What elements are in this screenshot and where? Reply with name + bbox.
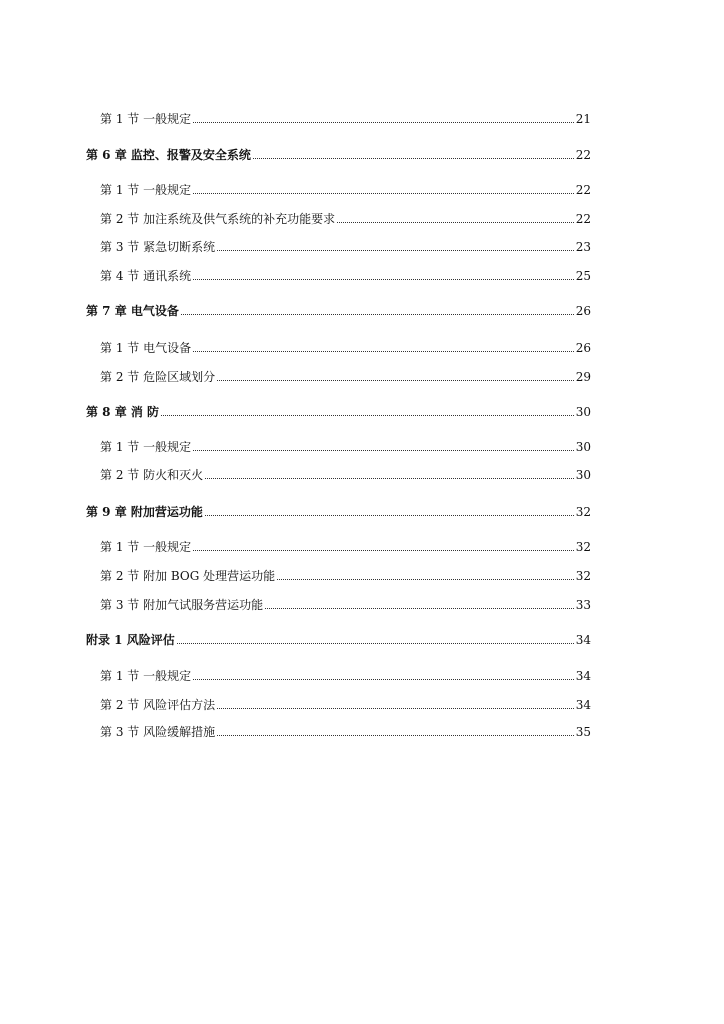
toc-entry[interactable]	[100, 721, 591, 739]
toc-entry-label: 第 2 节 附加 BOG 处理营运功能	[100, 569, 276, 583]
toc-entry-label: 第 1 节 一般规定	[100, 669, 192, 683]
toc-entry-label: 第 2 节 防火和灭火	[100, 468, 204, 482]
toc-entry-page: 30	[575, 468, 591, 482]
toc-entry-label: 附录 1 风险评估	[86, 633, 175, 647]
dot-leader	[193, 122, 574, 123]
toc-entry[interactable]	[100, 565, 591, 583]
toc-entry-label: 第 1 节 一般规定	[100, 183, 192, 197]
dot-leader	[265, 608, 574, 609]
toc-entry[interactable]	[100, 436, 591, 454]
dot-leader	[217, 708, 574, 709]
toc-entry-page: 30	[575, 440, 591, 454]
dot-leader	[177, 643, 574, 644]
toc-entry-label: 第 4 节 通讯系统	[100, 269, 192, 283]
toc-entry-page: 26	[575, 304, 591, 318]
toc-entry-label: 第 1 节 电气设备	[100, 341, 192, 355]
toc-entry-label: 第 9 章 附加营运功能	[86, 505, 203, 519]
toc-entry-label: 第 1 节 一般规定	[100, 540, 192, 554]
toc-entry-page: 35	[575, 725, 591, 739]
toc-entry-label: 第 2 节 风险评估方法	[100, 698, 216, 712]
toc-entry[interactable]	[100, 208, 591, 226]
toc-entry-page: 32	[575, 505, 591, 519]
dot-leader	[205, 478, 574, 479]
toc-entry-page: 22	[575, 183, 591, 197]
dot-leader	[277, 579, 574, 580]
toc-chapter-entry[interactable]	[86, 629, 591, 647]
toc-entry-page: 23	[575, 240, 591, 254]
toc-entry[interactable]	[100, 694, 591, 712]
toc-entry-page: 25	[575, 269, 591, 283]
toc-entry[interactable]	[100, 366, 591, 384]
toc-entry-label: 第 1 节 一般规定	[100, 112, 192, 126]
toc-entry-page: 34	[575, 633, 591, 647]
toc-entry-label: 第 3 节 风险缓解措施	[100, 725, 216, 739]
dot-leader	[217, 735, 574, 736]
toc-entry-label: 第 2 节 加注系统及供气系统的补充功能要求	[100, 212, 336, 226]
toc-entry[interactable]	[100, 536, 591, 554]
toc-entry[interactable]	[100, 594, 591, 612]
toc-entry[interactable]	[100, 265, 591, 283]
toc-entry-label: 第 8 章 消 防	[86, 405, 160, 419]
toc-entry-page: 33	[575, 598, 591, 612]
toc-chapter-entry[interactable]	[86, 144, 591, 162]
toc-entry-label: 第 3 节 附加气试服务营运功能	[100, 598, 264, 612]
toc-entry-label: 第 3 节 紧急切断系统	[100, 240, 216, 254]
toc-chapter-entry[interactable]	[86, 501, 591, 519]
dot-leader	[181, 314, 574, 315]
toc-entry[interactable]	[100, 108, 591, 126]
toc-entry[interactable]	[100, 337, 591, 355]
toc-entry-page: 32	[575, 569, 591, 583]
toc-entry[interactable]	[100, 464, 591, 482]
toc-entry-label: 第 2 节 危险区域划分	[100, 370, 216, 384]
dot-leader	[193, 279, 574, 280]
toc-entry-page: 34	[575, 669, 591, 683]
toc-entry-page: 21	[575, 112, 591, 126]
dot-leader	[217, 380, 574, 381]
dot-leader	[193, 193, 574, 194]
dot-leader	[253, 158, 574, 159]
toc-entry-page: 32	[575, 540, 591, 554]
dot-leader	[337, 222, 574, 223]
toc-entry[interactable]	[100, 236, 591, 254]
toc-entry-page: 22	[575, 148, 591, 162]
toc-chapter-entry[interactable]	[86, 300, 591, 318]
toc-entry-label: 第 7 章 电气设备	[86, 304, 179, 318]
dot-leader	[161, 415, 574, 416]
toc-entry-label: 第 6 章 监控、报警及安全系统	[86, 148, 251, 162]
toc-entry[interactable]	[100, 179, 591, 197]
toc-entry-page: 30	[575, 405, 591, 419]
toc-entry-page: 22	[575, 212, 591, 226]
dot-leader	[193, 679, 574, 680]
toc-chapter-entry[interactable]	[86, 401, 591, 419]
dot-leader	[217, 250, 574, 251]
dot-leader	[193, 450, 574, 451]
dot-leader	[193, 550, 574, 551]
toc-entry[interactable]	[100, 665, 591, 683]
toc-entry-label: 第 1 节 一般规定	[100, 440, 192, 454]
toc-entry-page: 26	[575, 341, 591, 355]
dot-leader	[193, 351, 574, 352]
dot-leader	[205, 515, 574, 516]
toc-entry-page: 34	[575, 698, 591, 712]
toc-entry-page: 29	[575, 370, 591, 384]
